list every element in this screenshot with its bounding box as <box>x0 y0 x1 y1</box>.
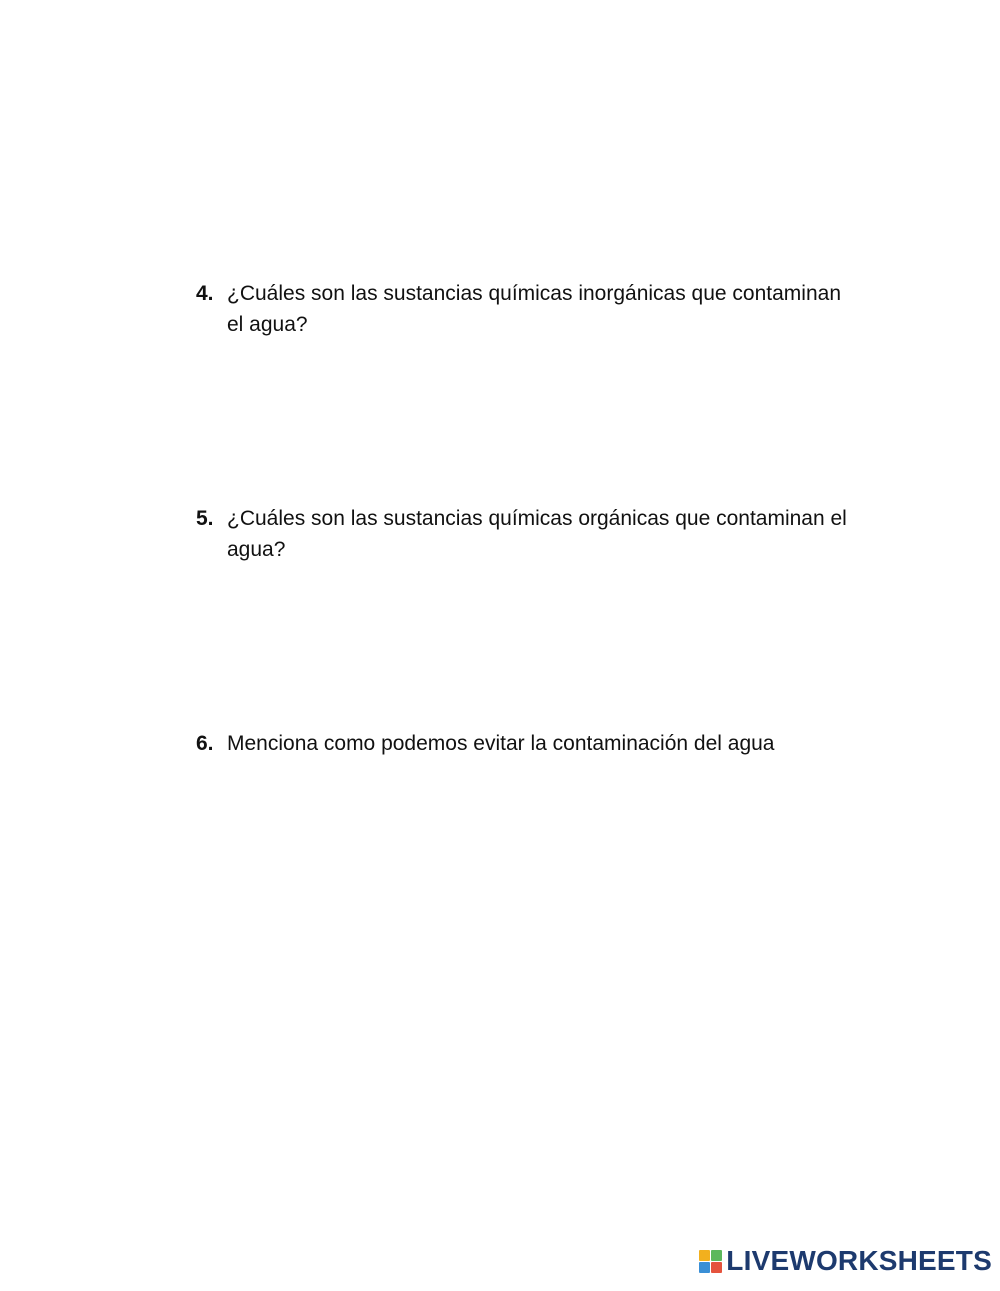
logo-square <box>711 1262 722 1273</box>
logo-square <box>711 1250 722 1261</box>
logo-square <box>699 1250 710 1261</box>
question-text: ¿Cuáles son las sustancias químicas inorgánicas que contaminan el agua? <box>227 282 841 336</box>
question-number: 4. <box>196 282 214 305</box>
question-6 <box>196 728 856 759</box>
liveworksheets-logo-icon <box>699 1250 722 1273</box>
question-5 <box>196 503 856 565</box>
question-number: 5. <box>196 507 214 530</box>
question-text: Menciona como podemos evitar la contaminación del agua <box>227 732 775 755</box>
question-4 <box>196 278 856 340</box>
logo-square <box>699 1262 710 1273</box>
question-number: 6. <box>196 732 214 755</box>
liveworksheets-logo <box>699 1247 992 1275</box>
brand-name: LIVEWORKSHEETS <box>726 1245 992 1276</box>
question-text: ¿Cuáles son las sustancias químicas orgánicas que contaminan el agua? <box>227 507 847 561</box>
